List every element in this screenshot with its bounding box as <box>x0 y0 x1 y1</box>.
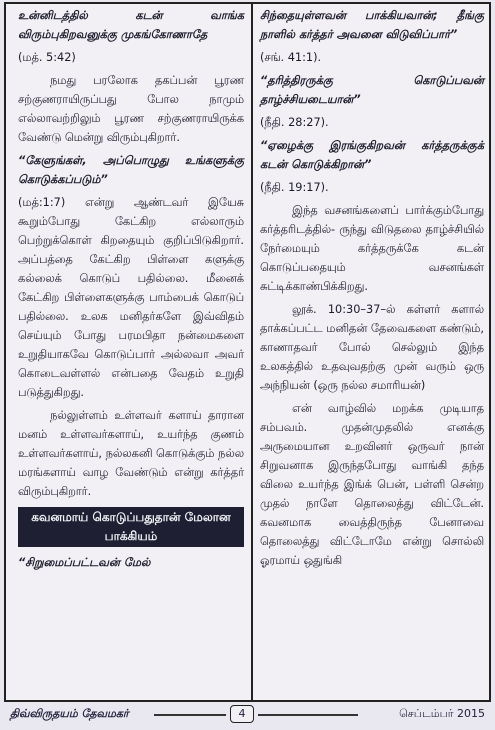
quote-ask: “கேளுங்கள், அப்பொழுது உங்களுக்கு கொடுக்கப்படும்” <box>18 154 244 186</box>
quote-proverbs-19-17: “ஏழைக்கு இரங்குகிறவன் கர்த்தருக்குக் கடன் கொடுக்கிறான்” <box>260 139 484 171</box>
left-column <box>18 6 244 576</box>
ref-proverbs-19-17: (நீதி. 19:17). <box>260 181 329 194</box>
column-divider <box>251 4 253 700</box>
ref-psalm-41-1: (சங். 41:1). <box>260 51 322 64</box>
issue-date: செப்டம்பர் 2015 <box>399 707 485 720</box>
section-heading: கவனமாய் கொடுப்பதுதான் மேலான பாக்கியம் <box>18 507 244 547</box>
quote-humble: “சிறுமைப்பட்டவன் மேல் <box>18 556 151 569</box>
paragraph-verses: இந்த வசனங்களைப் பார்க்கும்போது கர்த்தரிடத்தில்- ருந்து விடுதலை தாழ்ச்சியில் நேர்மையும் கர்த்தருக்கே கடன் கொடுப்பதையும் வசனங்கள் சுட்டிக்காண்பிக்கிறது. <box>260 204 484 293</box>
paragraph-perfect: நமது பரலோக தகப்பன் பூரண சற்குணராயிருப்பது போல நாமும் எல்லாவற்றிலும் பூரண சற்குணராயிருக்க வேண்டு மென்று விரும்புகிறார். <box>18 74 244 144</box>
quote-proverbs-28-27: “தரித்திரருக்கு கொடுப்பவன் தாழ்ச்சியடையான்” <box>260 74 484 106</box>
quote-matthew-5-42: உன்னிடத்தில் கடன் வாங்க விரும்புகிறவனுக்கு முகங்கோணாதே <box>18 9 244 41</box>
magazine-name: திவ்விருதயம் தேவமகர் <box>10 707 129 720</box>
paragraph-samaritan: லூக். 10:30–37–ல் கள்ளர் களால் தாக்கப்பட்ட மனிதன் தேவைகளை கண்டும், காணாதவர் போல் செல்லும் இந்த உலகத்தில் உதவுவதற்கு முன் வரும் ஒரு அந்நியன் (ஒரு நல்ல சமாரியன்) <box>260 303 484 392</box>
page-number: 4 <box>230 705 254 723</box>
ref-matthew-5-42: (மத். 5:42) <box>18 51 76 64</box>
page-footer <box>4 704 491 726</box>
right-column <box>260 6 484 574</box>
paragraph-ask: (மத்:1:7) என்று ஆண்டவர் இயேசு கூறும்போது கேட்கிற எல்லாரும் பெற்றுக்கொள் கிறதையும் குறிப்பிடுகிறார். அப்பத்தை கேட்கிற பிள்ளை களுக்கு கல்லைக் கொடுப் பதில்லை. மீனைக் கேட்கிற பிள்ளைகளுக்கு பாம்பைக் கொடுப் பதில்லை. உலக மனிதர்களே இவ்விதம் செய்யும் போது பரமபிதா நன்மைகளை உறுதியாகவே கொடுப்பார் அல்லவா அவர் கொடைவள்ளல் என்பதை வேதம் உறுதி படுத்துகிறது. <box>18 196 244 399</box>
quote-psalm-41-1: சிந்தையுள்ளவன் பாக்கியவான்; தீங்கு நாளில் கர்த்தர் அவனை விடுவிப்பார்” <box>260 9 484 41</box>
magazine-page <box>4 2 491 702</box>
footer-rule-right <box>258 714 358 716</box>
footer-rule-left <box>154 714 226 716</box>
paragraph-memory: என் வாழ்வில் மறக்க முடியாத சம்பவம். முதன்முதலில் எனக்கு அருமையான உறவினர் ஒருவர் நான் சிறுவனாக இருந்தபோது வாங்கி தந்த விலை உயர்ந்த இங்க் பென், பள்ளி சென்ற முதல் நாளே தொலைத்து விட்டேன். கவனமாக வைத்திருந்த பேனாவை தொலைத்து விட்டோமே என்று சொல்லி ஓரமாய் ஒதுங்கி <box>260 402 484 567</box>
paragraph-good-heart: நல்லுள்ளம் உள்ளவர் களாய் தாரான மனம் உள்ளவர்களாய், உயர்ந்த குணம் உள்ளவர்களாய், நல்லகனி கொடுக்கும் நல்ல மரங்களாய் வாழ வேண்டும் என்று கர்த்தர் விரும்புகிறார். <box>18 409 244 498</box>
ref-proverbs-28-27: (நீதி. 28:27). <box>260 116 329 129</box>
